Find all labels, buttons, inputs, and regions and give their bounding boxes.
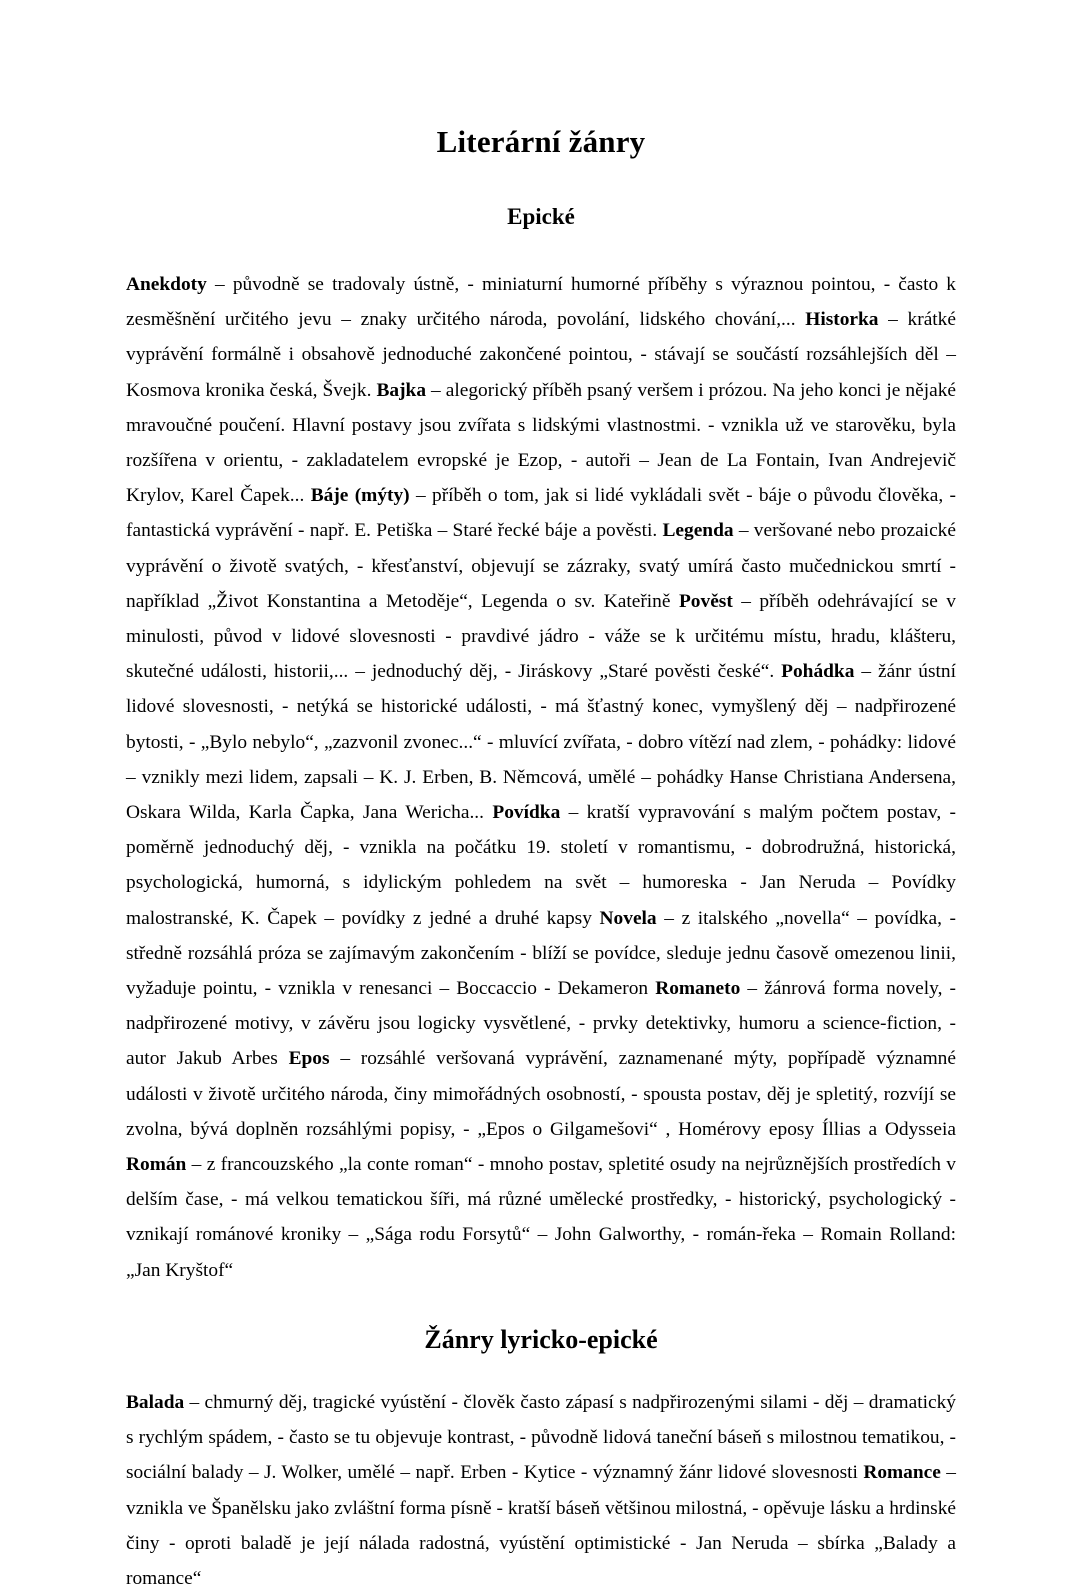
- genre-description: – krátké vyprávění formálně i obsahově jednoduché zakončené pointou, - stávají se součástí rozsáhlejších děl – Kosmova kronika česká, Švejk.: [126, 309, 956, 401]
- genre-description: – příběh odehrávající se v minulosti, původ v lidové slovesnosti - pravdivé jádro - váže se k určitému místu, hradu, klášteru, skutečné události, historii,... – jednoduchý děj, - Jiráskovy „Staré pověsti české“.: [126, 590, 956, 683]
- genre-description: – vznikla ve Španělsku jako zvláštní forma písně - kratší báseň většinou milostná, - opěvuje lásku a hrdinské činy - oproti baladě je její nálada radostná, vyústění optimistické - Jan Neruda – sbírka „Balady a romance“: [126, 1462, 956, 1589]
- paragraph-lyricko-epicke: [126, 1355, 956, 1596]
- genre-term: Historka: [805, 309, 879, 331]
- genre-description: – původně se tradovaly ústně, - miniaturní humorné příběhy s výraznou pointou, - často k zesměšnění určitého jevu – znaky určitého národa, povolání, lidského chování,...: [126, 274, 956, 331]
- genre-description: – žánrová forma novely, - nadpřirozené motivy, v závěru jsou logicky vysvětlené, - prvky detektivky, humoru a science-fiction, - autor Jakub Arbes: [126, 978, 956, 1070]
- genre-term: Román: [126, 1154, 187, 1176]
- genre-term: Povídka: [492, 802, 561, 824]
- paragraph-epicke: [126, 230, 956, 1288]
- genre-term: Bajka: [376, 379, 427, 401]
- genre-term: Romaneto: [655, 978, 741, 1000]
- genre-description: – chmurný děj, tragické vyústění - člověk často zápasí s nadpřirozenými silami - děj – dramatický s rychlým spádem, - často se tu objevuje kontrast, - původně lidová taneční báseň s milostnou tematikou, - sociální balady – J. Wolker, umělé – např. Erben - Kytice - významný žánr lidové slovesnosti: [126, 1391, 956, 1484]
- genre-description: – veršované nebo prozaické vyprávění o životě svatých, - křesťanství, objevují se zázraky, svatý umírá často mučednickou smrtí - například „Život Konstantina a Metoděje“, Legenda o sv. Kateřině: [126, 520, 956, 612]
- genre-description: – žánr ústní lidové slovesnosti, - netýká se historické události, - má šťastný konec, vymyšlený děj – nadpřirozené bytosti, - „Bylo nebylo“, „zazvonil zvonec...“ - mluvící zvířata, - dobro vítězí nad zlem, - pohádky: lidové – vznikly mezi lidem, zapsali – K. J. Erben, B. Němcová, umělé – pohádky Hanse Christiana Andersena, Oskara Wilda, Karla Čapka, Jana Wericha...: [126, 661, 956, 824]
- genre-description: – z francouzského „la conte roman“ - mnoho postav, spletité osudy na nejrůznějších prostředích v delším čase, - má velkou tematickou šíři, má různé umělecké prostředky, - historický, psychologický - vznikají románové kroniky – „Sága rodu Forsytů“ – John Galworthy, - román-řeka – Romain Rolland: „Jan Kryštof“: [126, 1154, 956, 1281]
- genre-description: – příběh o tom, jak si lidé vykládali svět - báje o původu člověka, - fantastická vyprávění - např. E. Petiška – Staré řecké báje a pověsti.: [126, 485, 956, 542]
- genre-term: Novela: [599, 907, 657, 929]
- section-heading-lyricko-epicke: Žánry lyricko-epické: [424, 1324, 658, 1354]
- genre-term: Romance: [863, 1462, 941, 1484]
- genre-description: – alegorický příběh psaný veršem i prózou. Na jeho konci je nějaké mravoučné poučení. Hlavní postavy jsou zvířata s lidskými vlastnostmi. - vznikla už ve starověku, byla rozšířena v orientu, - zakladatelem evropské je Ezop, - autoři – Jean de La Fontain, Ivan Andrejevič Krylov, Karel Čapek...: [126, 379, 957, 507]
- genre-term: Legenda: [662, 520, 734, 542]
- genre-term: Pověst: [678, 590, 733, 612]
- genre-description: – z italského „novella“ – povídka, - středně rozsáhlá próza se zajímavým zakončením - blíží se povídce, sleduje jednu časově omezenou linii, vyžaduje pointu, - vznikla v renesanci – Boccaccio - Dekameron: [126, 907, 957, 1000]
- genre-description: – rozsáhlé veršovaná vyprávění, zaznamenané mýty, popřípadě významné události v životě určitého národa, činy mimořádných osobností, - spousta postav, děj je spletitý, rozvíjí se zvolna, bývá doplněn rozsáhlými popisy, - „Epos o Gilgamešovi“ , Homérovy eposy Íllias a Odysseia: [126, 1048, 956, 1140]
- genre-term: Balada: [126, 1391, 185, 1413]
- section-heading-epicke: Epické: [507, 204, 575, 229]
- genre-description: – kratší vypravování s malým počtem postav, - poměrně jednoduchý děj, - vznikla na počátku 19. století v romantismu, - dobrodružná, historická, psychologická, humorná, s idylickým pohledem na svět – humoreska - Jan Neruda – Povídky malostranské, K. Čapek – povídky z jedné a druhé kapsy: [126, 802, 956, 929]
- genre-term: Báje (mýty): [310, 485, 410, 507]
- genre-term: Anekdoty: [126, 274, 207, 295]
- genre-term: Epos: [288, 1048, 330, 1070]
- page-title: Literární žánry: [436, 124, 646, 159]
- document-content: [126, 0, 956, 1596]
- genre-term: Pohádka: [781, 661, 855, 683]
